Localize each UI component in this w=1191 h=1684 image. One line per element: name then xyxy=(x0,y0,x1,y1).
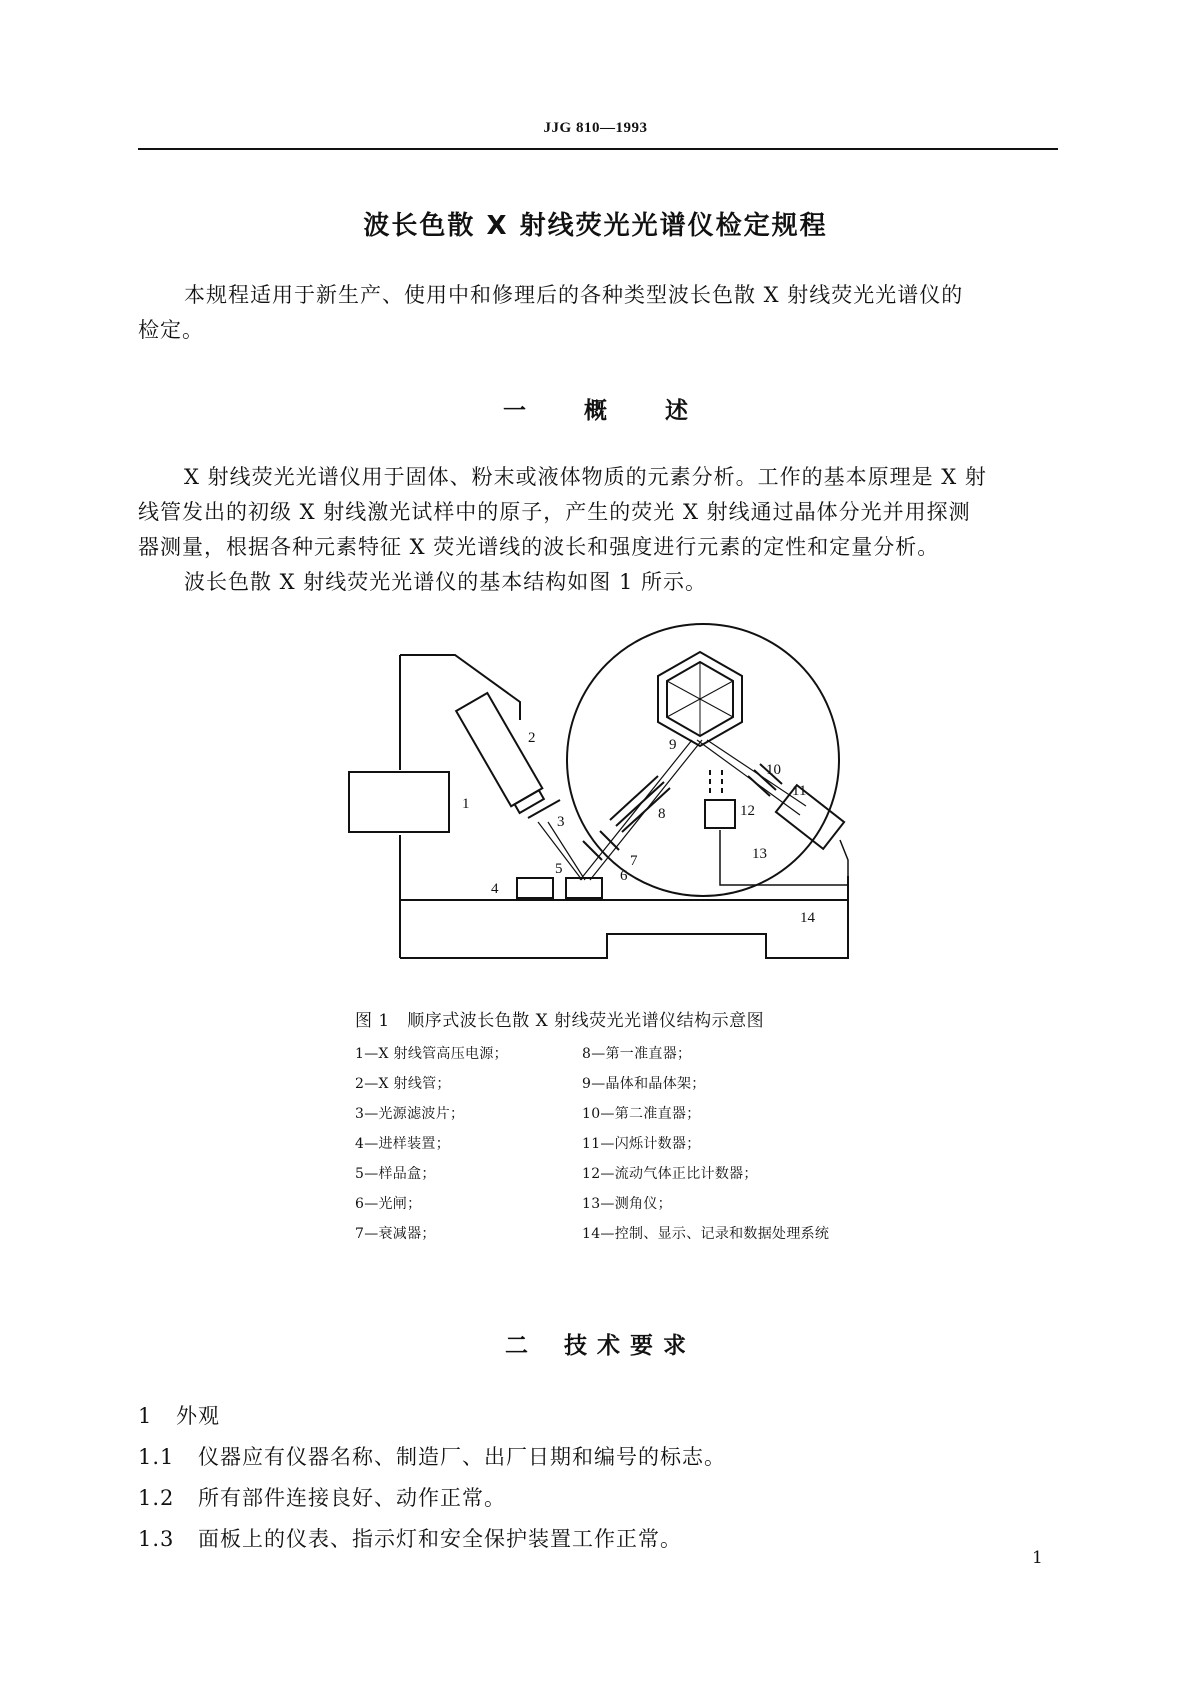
clause xyxy=(138,1523,682,1553)
heading-char: 求 xyxy=(663,1333,686,1359)
flow-proportional-counter xyxy=(705,800,735,828)
counter-cable xyxy=(840,840,848,885)
clause xyxy=(138,1482,506,1512)
source-filter xyxy=(528,800,560,818)
page-number: 1 xyxy=(1032,1548,1043,1568)
heading-char: 一 xyxy=(503,398,526,424)
legend-item: 11—闪烁计数器； xyxy=(582,1136,701,1152)
clause-number: 1.3 xyxy=(138,1527,175,1551)
clause xyxy=(138,1400,220,1430)
diagram-label: 1 xyxy=(462,796,470,812)
frame-top-outline xyxy=(400,655,520,720)
legend-item: 7—衰减器； xyxy=(355,1226,436,1242)
legend-item: 4—进样装置； xyxy=(355,1136,451,1152)
heading-char: 述 xyxy=(665,398,688,424)
legend-item: 2—X 射线管； xyxy=(355,1076,451,1092)
clause-text: 所有部件连接良好、动作正常。 xyxy=(198,1486,506,1510)
clause xyxy=(138,1441,726,1471)
legend-item: 9—晶体和晶体架； xyxy=(582,1076,706,1092)
diagram-label: 5 xyxy=(555,861,563,877)
xray-tube xyxy=(456,693,547,815)
diagram-label: 6 xyxy=(620,868,628,884)
diagram-label: 9 xyxy=(669,737,677,753)
diagram-label: 7 xyxy=(630,853,638,869)
power-supply-box xyxy=(349,772,449,832)
sample-loader xyxy=(517,878,553,898)
clause-number: 1.1 xyxy=(138,1445,175,1469)
legend-item: 1—X 射线管高压电源； xyxy=(355,1046,508,1062)
document-title: 波长色散 X 射线荧光光谱仪检定规程 xyxy=(363,211,828,241)
overview-line: 线管发出的初级 X 射线激光试样中的原子，产生的荧光 X 射线通过晶体分光并用探测 xyxy=(138,500,971,524)
diagram-label: 14 xyxy=(800,910,815,926)
diagram-label: 11 xyxy=(792,783,807,799)
intro-line: 检定。 xyxy=(138,318,204,342)
diagram-label: 10 xyxy=(766,762,781,778)
diagram-label: 12 xyxy=(740,803,755,819)
legend-item: 3—光源滤波片； xyxy=(355,1106,465,1122)
intro-line: 本规程适用于新生产、使用中和修理后的各种类型波长色散 X 射线荧光光谱仪的 xyxy=(184,283,964,307)
diagram-label: 4 xyxy=(491,881,499,897)
detector-cable xyxy=(720,830,848,885)
shutter xyxy=(583,841,602,860)
first-collimator xyxy=(610,776,670,832)
clause-text: 面板上的仪表、指示灯和安全保护装置工作正常。 xyxy=(198,1527,682,1551)
legend-item: 5—样品盒； xyxy=(355,1166,436,1182)
overview-line: X 射线荧光光谱仪用于固体、粉末或液体物质的元素分析。工作的基本原理是 X 射 xyxy=(184,465,987,489)
legend-item: 12—流动气体正比计数器； xyxy=(582,1166,758,1182)
base-outline xyxy=(400,876,848,958)
legend-item: 10—第二准直器； xyxy=(582,1106,701,1122)
proportional-counter-path xyxy=(710,770,722,796)
diagram-label: 8 xyxy=(658,806,666,822)
overview-line: 器测量，根据各种元素特征 X 荧光谱线的波长和强度进行元素的定性和定量分析。 xyxy=(138,535,940,559)
legend-item: 13—测角仪； xyxy=(582,1196,672,1212)
clause-text: 仪器应有仪器名称、制造厂、出厂日期和编号的标志。 xyxy=(198,1445,726,1469)
legend-item: 6—光闸； xyxy=(355,1196,422,1212)
heading-char: 术 xyxy=(597,1333,620,1359)
clause-number: 1 xyxy=(138,1404,153,1428)
crystal-faces xyxy=(667,662,733,736)
heading-char: 概 xyxy=(584,398,607,424)
figure-caption: 图 1 顺序式波长色散 X 射线荧光光谱仪结构示意图 xyxy=(355,1011,765,1031)
heading-char: 技 xyxy=(564,1333,587,1359)
clause-number: 1.2 xyxy=(138,1486,175,1510)
heading-char: 要 xyxy=(630,1333,653,1359)
section-2-heading xyxy=(0,1327,1191,1360)
sample-cup xyxy=(566,878,602,898)
heading-char: 二 xyxy=(505,1333,528,1359)
fluorescence-beam xyxy=(580,740,702,880)
diagram-label: 13 xyxy=(752,846,767,862)
structure-reference: 波长色散 X 射线荧光光谱仪的基本结构如图 1 所示。 xyxy=(184,570,708,594)
legend-item: 8—第一准直器； xyxy=(582,1046,692,1062)
standard-code: JJG 810—1993 xyxy=(543,120,648,136)
diagram-label: 3 xyxy=(557,814,565,830)
diagram-label: 2 xyxy=(528,730,536,746)
clause-text: 外观 xyxy=(176,1404,220,1428)
legend-item: 14—控制、显示、记录和数据处理系统 xyxy=(582,1226,830,1242)
